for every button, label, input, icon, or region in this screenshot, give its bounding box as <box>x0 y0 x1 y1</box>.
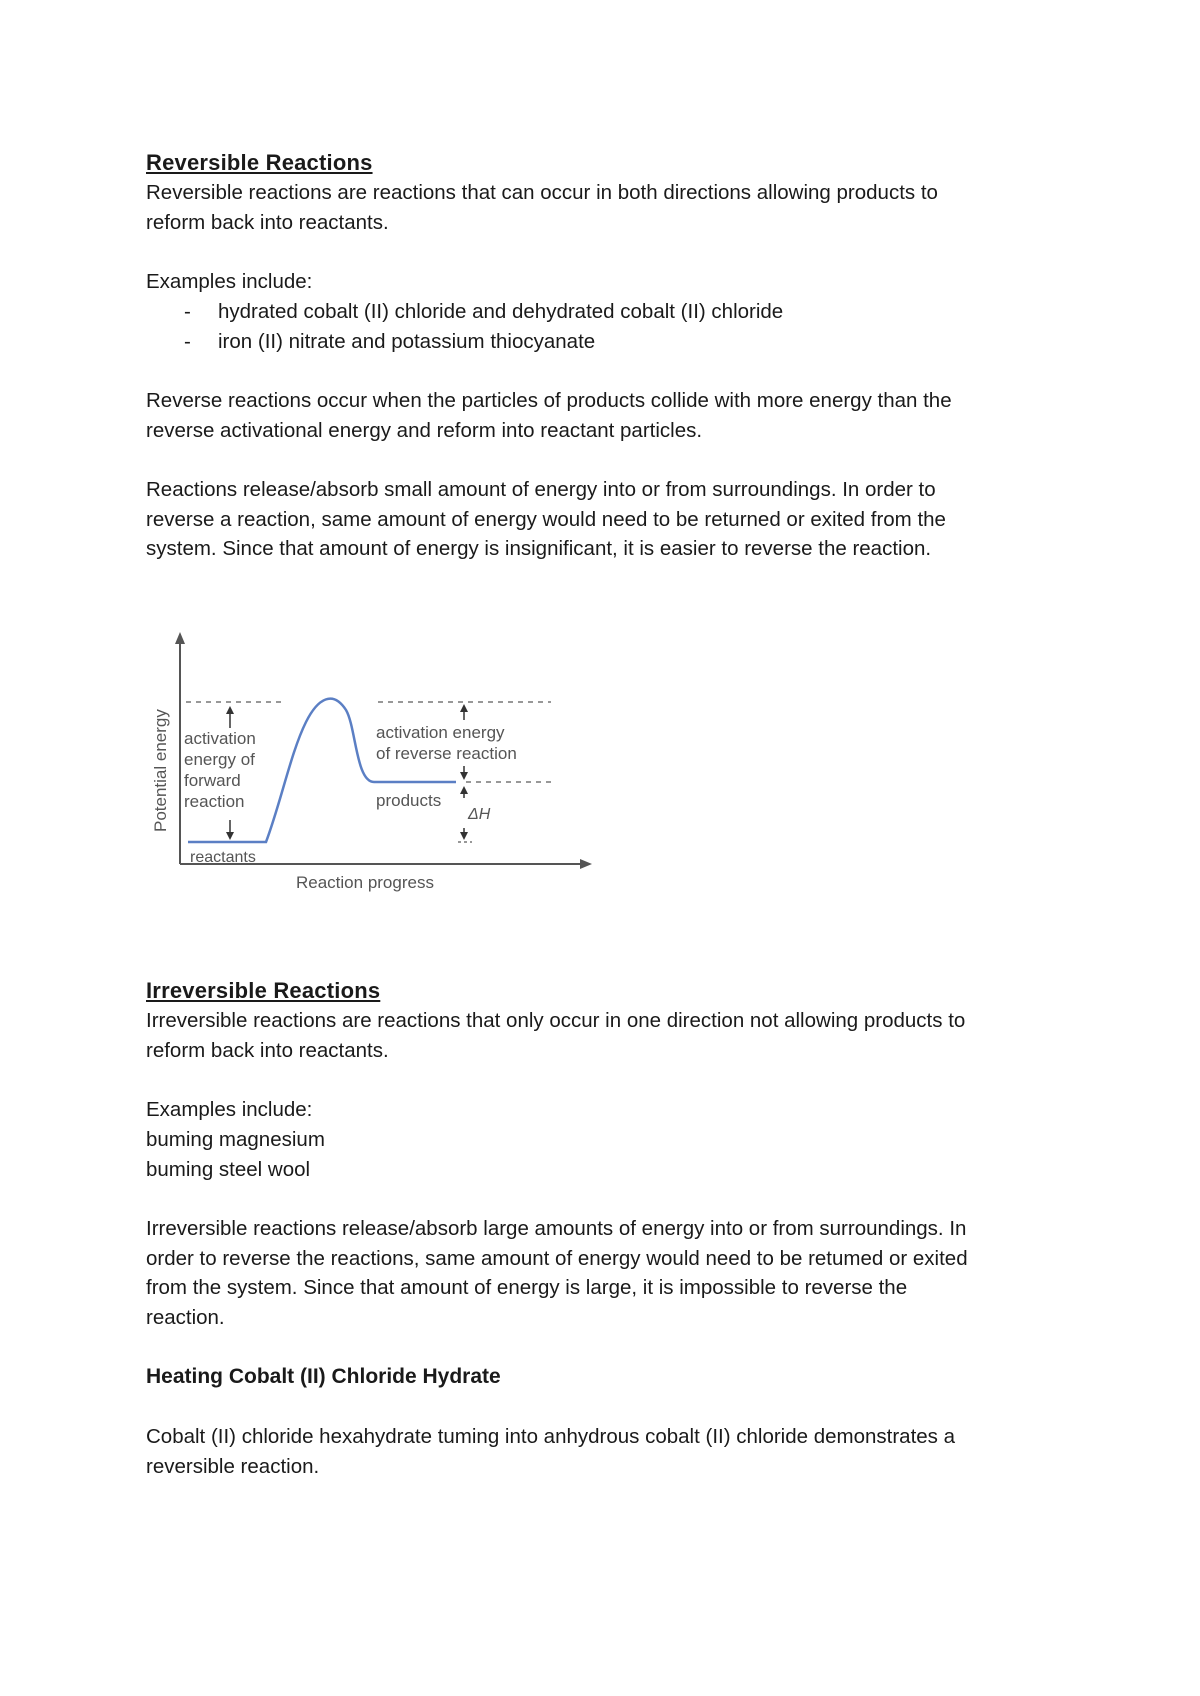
list-item: - hydrated cobalt (II) chloride and dehydrated cobalt (II) chloride <box>146 297 1076 327</box>
reverse-label-line-2: of reverse reaction <box>376 744 517 763</box>
x-axis-label: Reaction progress <box>296 873 434 892</box>
forward-label-line-3: forward <box>184 771 241 790</box>
delta-h-label: ΔH <box>468 806 491 823</box>
reactants-label: reactants <box>190 849 256 866</box>
y-axis-arrow <box>175 632 185 644</box>
irreversible-energy-line-4: reaction. <box>146 1306 225 1329</box>
forward-label-line-4: reaction <box>184 792 245 811</box>
irreversible-intro-line-2: reform back into reactants. <box>146 1038 389 1062</box>
list-item: - iron (II) nitrate and potassium thiocyanate <box>146 327 1076 357</box>
products-label: products <box>376 791 442 810</box>
reversible-intro-line-1: Reversible reactions are reactions that can occur in both directions allowing products to <box>146 181 938 204</box>
irreversible-intro-line-1: Irreversible reactions are reactions that only occur in one direction not allowing products to <box>146 1009 966 1032</box>
cobalt-para-line-1: Cobalt (II) chloride hexahydrate tuming into anhydrous cobalt (II) chloride demonstrates a <box>146 1425 956 1449</box>
irreversible-example-2: buming steel wool <box>146 1157 311 1181</box>
reverse-arrow-up-head <box>460 704 468 712</box>
energy-diagram <box>146 632 596 902</box>
energy-para-line-3: system. Since that amount of energy is insignificant, it is easier to reverse the reaction. <box>146 537 932 561</box>
reversible-intro-line-2: reform back into reactants. <box>146 210 389 234</box>
reversible-examples-list <box>146 297 1076 356</box>
reverse-para-line-1: Reverse reactions occur when the particles of products collide with more energy than the <box>146 388 952 412</box>
irreversible-energy-line-1: Irreversible reactions release/absorb large amounts of energy into or from surroundings. In <box>146 1216 967 1240</box>
irreversible-energy-line-3: from the system. Since that amount of energy is large, it is impossible to reverse the <box>146 1276 908 1300</box>
reverse-arrow-down-head <box>460 772 468 780</box>
forward-label-line-2: energy of <box>184 750 255 769</box>
energy-diagram-svg <box>146 632 596 902</box>
cobalt-para-line-2: reversible reaction. <box>146 1454 320 1478</box>
section-reversible <box>146 148 1076 564</box>
reverse-para-line-2: reverse activational energy and reform into reactant particles. <box>146 418 703 442</box>
y-axis-label: Potential energy <box>151 709 170 832</box>
irreversible-examples-label: Examples include: <box>146 1098 313 1122</box>
forward-arrow-up-head <box>226 706 234 714</box>
x-axis-arrow <box>580 859 592 869</box>
reversible-examples-label: Examples include: <box>146 270 313 294</box>
forward-arrow-down-head <box>226 832 234 840</box>
heading-reversible: Reversible Reactions <box>146 150 373 175</box>
energy-para-line-2: reverse a reaction, same amount of energy would need to be returned or exited from the <box>146 507 946 531</box>
irreversible-energy-line-2: order to reverse the reactions, same amount of energy would need to be retumed or exited <box>146 1246 968 1270</box>
section-irreversible <box>146 976 1076 1481</box>
dh-arrow-up-head <box>460 786 468 794</box>
dh-arrow-down-head <box>460 832 468 840</box>
energy-para-line-1: Reactions release/absorb small amount of energy into or from surroundings. In order to <box>146 477 936 501</box>
reverse-label-line-1: activation energy <box>376 723 505 742</box>
heading-irreversible: Irreversible Reactions <box>146 978 381 1003</box>
forward-label-line-1: activation <box>184 729 256 748</box>
irreversible-example-1: buming magnesium <box>146 1127 325 1151</box>
heading-cobalt-chloride: Heating Cobalt (II) Chloride Hydrate <box>146 1365 501 1389</box>
